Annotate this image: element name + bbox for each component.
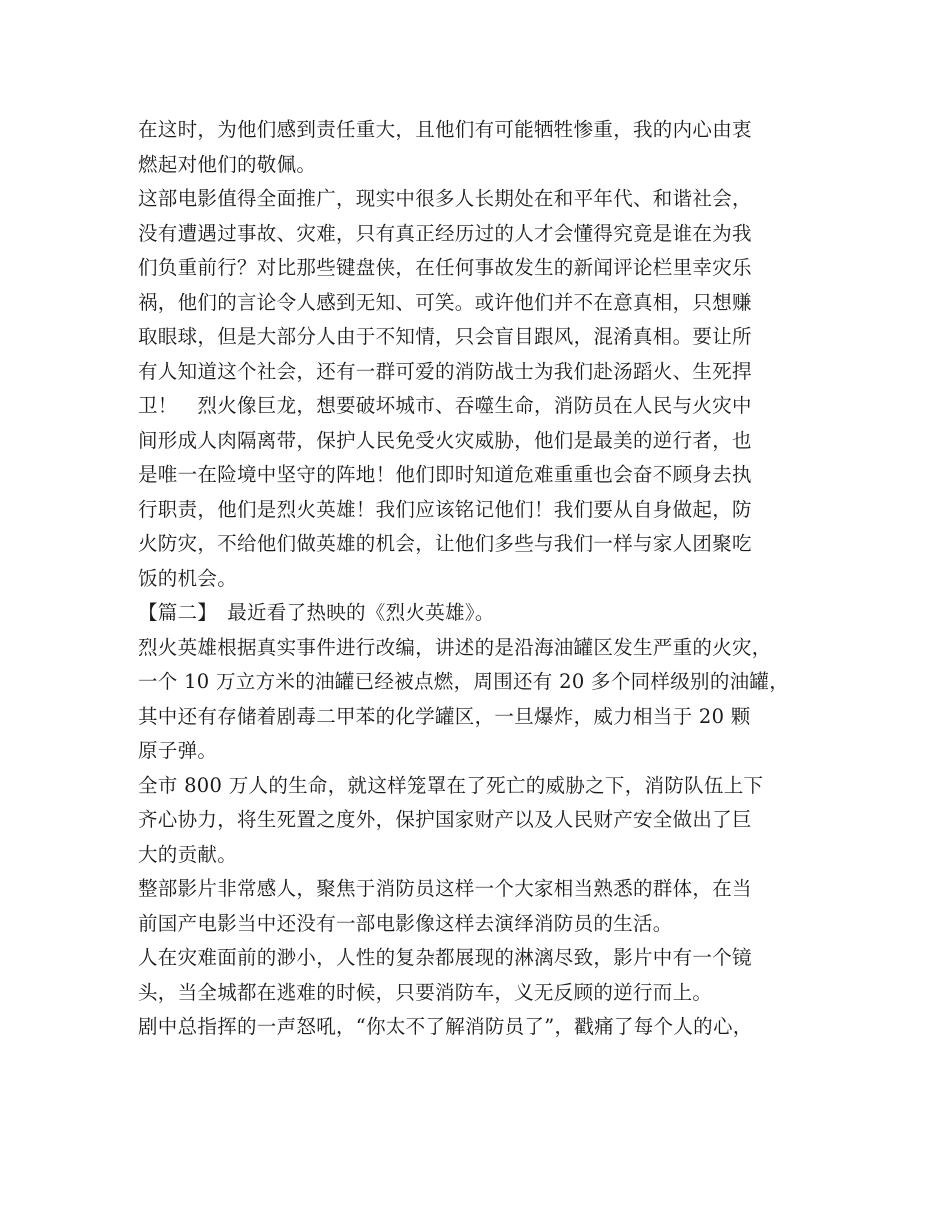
text-line: 火防灾，不给他们做英雄的机会，让他们多些与我们一样与家人团聚吃 (138, 532, 752, 555)
text-line: 头，当全城都在逃难的时候，只要消防车，义无反顾的逆行而上。 (138, 980, 713, 1004)
text-line: 齐心协力，将生死置之度外，保护国家财产以及人民财产安全做出了巨 (138, 808, 752, 831)
text-line: 大的贡献。 (138, 842, 238, 866)
body-text (138, 113, 828, 1045)
text-line: 整部影片非常感人，聚焦于消防员这样一个大家相当熟悉的群体，在当 (138, 877, 752, 900)
text-line: 一个 10 万立方米的油罐已经被点燃，周围还有 20 多个同样级别的油罐， (138, 670, 790, 693)
text-line: 这部电影值得全面推广，现实中很多人长期处在和平年代、和谐社会， (138, 187, 752, 210)
text-line: 卫！ 烈火像巨龙，想要破坏城市、吞噬生命，消防员在人民与火灾中 (138, 394, 752, 417)
text-line: 人在灾难面前的渺小，人性的复杂都展现的淋漓尽致，影片中有一个镜 (138, 946, 752, 969)
text-line: 烈火英雄根据真实事件进行改编，讲述的是沿海油罐区发生严重的火灾， (138, 635, 772, 659)
text-line: 在这时，为他们感到责任重大，且他们有可能牺牲惨重，我的内心由衷 (138, 118, 752, 141)
text-line: 间形成人肉隔离带，保护人民免受火灾威胁，他们是最美的逆行者，也 (138, 428, 752, 452)
text-line: 取眼球，但是大部分人由于不知情，只会盲目跟风，混淆真相。要让所 (138, 325, 752, 348)
text-line: 有人知道这个社会，还有一群可爱的消防战士为我们赴汤蹈火、生死捍 (138, 359, 752, 383)
text-line: 行职责，他们是烈火英雄！我们应该铭记他们！我们要从自身做起，防 (138, 497, 752, 521)
text-line: 其中还有存储着剧毒二甲苯的化学罐区，一旦爆炸，威力相当于 20 颗 (138, 704, 751, 728)
text-line: 剧中总指挥的一声怒吼，“你太不了解消防员了”，戳痛了每个人的心， (138, 1015, 753, 1038)
text-line: 是唯一在险境中坚守的阵地！他们即时知道危难重重也会奋不顾身去执 (138, 463, 752, 486)
text-line: 们负重前行？对比那些键盘侠，在任何事故发生的新闻评论栏里幸灾乐 (138, 256, 752, 279)
text-line: 燃起对他们的敬佩。 (138, 152, 317, 176)
text-line: 饭的机会。 (138, 566, 238, 590)
text-line: 前国产电影当中还没有一部电影像这样去演绎消防员的生活。 (138, 911, 673, 935)
text-line: 没有遭遇过事故、灾难，只有真正经历过的人才会懂得究竟是谁在为我 (138, 221, 752, 245)
text-line: 祸，他们的言论令人感到无知、可笑。或许他们并不在意真相，只想赚 (138, 290, 752, 314)
section-heading: 【篇二】 最近看了热映的《烈火英雄》。 (138, 601, 495, 624)
text-line: 原子弹。 (138, 739, 218, 762)
text-line: 全市 800 万人的生命，就这样笼罩在了死亡的威胁之下，消防队伍上下 (138, 773, 764, 797)
